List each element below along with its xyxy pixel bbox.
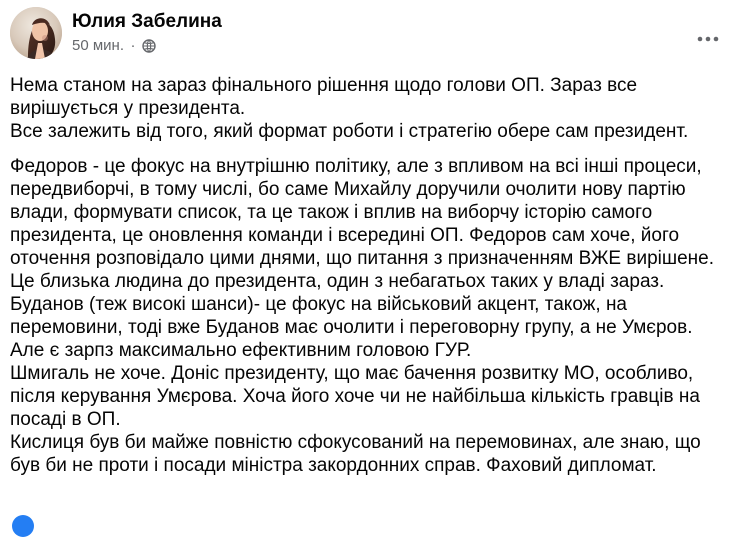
post-header [10, 6, 730, 62]
post-meta [72, 37, 156, 55]
post-text [10, 74, 728, 514]
ellipsis-icon [696, 30, 720, 38]
post-menu-button[interactable] [688, 19, 728, 49]
author-name[interactable]: Юлия Забелина [72, 11, 222, 32]
post-time[interactable]: 50 мин. [72, 37, 124, 54]
post-paragraph-1: Нема станом на зараз фінального рішення щодо голови ОП. Зараз все вирішується у президента. Все залежить від того, який формат роботи і стратегію обере сам президент. [10, 75, 689, 142]
post-paragraph-2: Федоров - це фокус на внутрішню політику, але з впливом на всі інші процеси, передвиборчі, в тому числі, бо саме Михайлу доручили очолити нову партію влади, формувати список, та це також і вплив на виборчу історію самого президента, це оновлення команди і всередині ОП. Федоров сам хоче, його оточення розповідало цими днями, що питання з призначенням ВЖЕ вирішене. Це близька людина до президента, один з небагатьох таких у владі зараз. Буданов (теж високі шанси)- це фокус на військовий акцент, також, на перемовини, тоді вже Буданов має очолити і переговорну групу, а не Умєров. Але є зарпз максимально ефективним головою ГУР. Шмигаль не хоче. Доніс президенту, що має бачення розвитку МО, особливо, після керування Умєрова. Хоча його хоче чи не найбільша кількість гравців на посаді в ОП. Кислиця був би майже повністю сфокусований на перемовинах, але знаю, що був би не проти і посади міністра закордонних справ. Фаховий дипломат. [10, 156, 715, 476]
globe-icon[interactable] [142, 39, 156, 53]
reaction-icon-partial [12, 515, 34, 537]
meta-separator: · [130, 37, 136, 54]
author-avatar[interactable] [10, 7, 62, 59]
